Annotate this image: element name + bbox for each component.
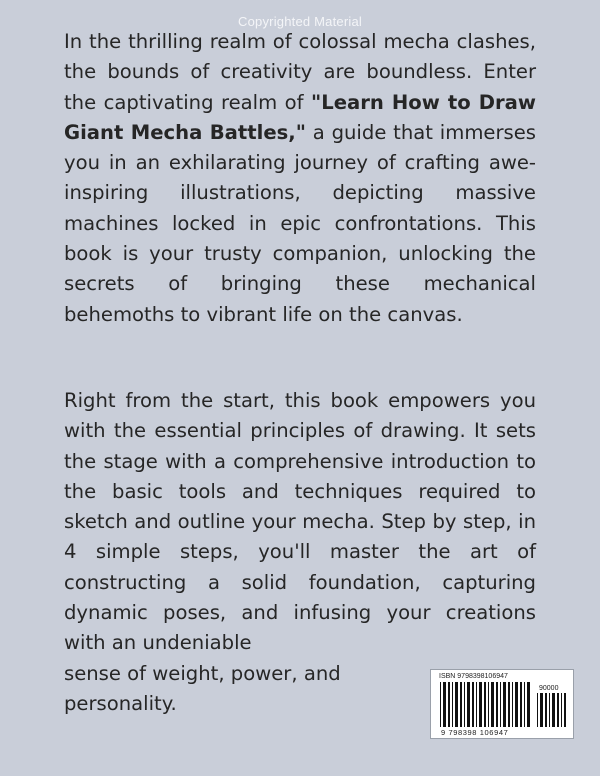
barcode-stripe — [515, 682, 518, 727]
barcode-stripe — [520, 682, 522, 727]
barcode-addon-bars — [537, 693, 566, 727]
barcode-stripe — [500, 682, 501, 727]
description-paragraph-2: Right from the start, this book empowers you with the essential principles of drawing. It sets the stage with a comprehensive introduction to the basic tools and techniques required to sketch and outline your mecha. Step by step, in 4 simple steps, you'll master the art of constructing a solid foundation, capturing dynamic poses, and infusing your creations with an undeniable — [64, 389, 536, 655]
barcode-digits: 9 798398 106947 — [441, 728, 509, 737]
barcode-stripe — [460, 682, 462, 727]
barcode-stripe — [527, 682, 530, 727]
barcode-stripe — [491, 682, 494, 727]
barcode-stripe — [561, 693, 562, 727]
barcode-stripe — [467, 682, 470, 727]
barcode-stripe — [443, 682, 446, 727]
description-paragraph-1 — [64, 27, 536, 330]
isbn-label: ISBN 9798398106947 — [439, 673, 508, 680]
barcode-stripe — [545, 693, 547, 727]
paragraph-1-intro: In the thrilling realm of colossal mecha clashes, the bounds of creativity are boundless. Enter the captivating realm of — [64, 30, 536, 114]
barcode-stripe — [537, 693, 538, 727]
barcode-stripe — [455, 682, 458, 727]
paragraph-1-rest: a guide that immerses you in an exhilarating journey of crafting awe-inspiring illustrations, depicting massive machines locked in epic confrontations. This book is your trusty companion, unlocking the secrets of bringing these mechanical behemoths to vibrant life on the canvas. — [64, 120, 536, 326]
barcode-main-bars — [440, 682, 532, 727]
barcode-stripe — [472, 682, 474, 727]
barcode-stripe — [503, 682, 506, 727]
barcode-stripe — [552, 693, 555, 727]
barcode-stripe — [464, 682, 465, 727]
barcode-stripe — [508, 682, 510, 727]
barcode-stripe — [479, 682, 482, 727]
barcode-stripe — [540, 693, 543, 727]
barcode-stripe — [488, 682, 489, 727]
copyright-watermark-top: Copyrighted Material — [238, 14, 362, 29]
barcode-stripe — [524, 682, 525, 727]
barcode-stripe — [512, 682, 513, 727]
barcode-stripe — [564, 693, 566, 727]
barcode-stripe — [484, 682, 486, 727]
barcode-stripe — [476, 682, 477, 727]
barcode-stripe — [496, 682, 498, 727]
barcode-stripe — [557, 693, 559, 727]
isbn-barcode — [430, 669, 574, 739]
paragraph-2-last: personality. — [64, 692, 177, 715]
barcode-stripe — [549, 693, 550, 727]
barcode-stripe — [452, 682, 453, 727]
book-title: "Learn How to Draw Giant Mecha Battles," — [64, 90, 536, 144]
barcode-stripe — [448, 682, 450, 727]
barcode-stripe — [440, 682, 441, 727]
paragraph-2-tail: sense of weight, power, and — [64, 662, 341, 685]
price-code: 90000 — [539, 685, 559, 692]
